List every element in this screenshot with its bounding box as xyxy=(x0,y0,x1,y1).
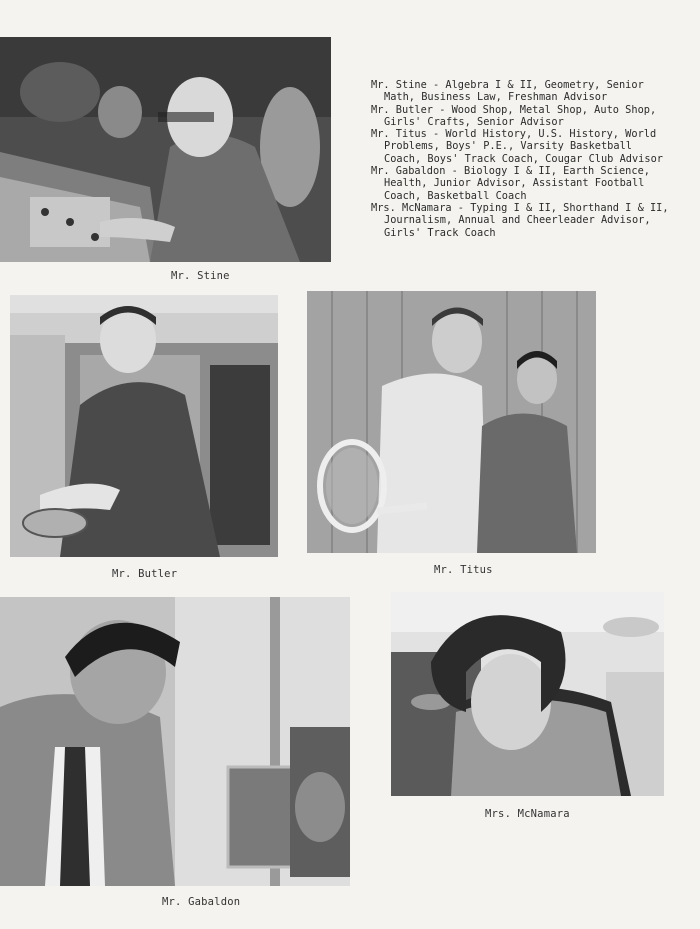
photo-mrs-mcnamara xyxy=(391,592,664,796)
entry-line: Mrs. McNamara - Typing I & II, Shorthand I & II, xyxy=(371,201,669,214)
entry-line: Mr. Titus - World History, U.S. History, World xyxy=(371,128,657,141)
photo-mr-gabaldon xyxy=(0,597,350,886)
entry-line: Girls' Track Coach xyxy=(384,226,496,239)
entry-line: Mr. Butler - Wood Shop, Metal Shop, Auto Shop, xyxy=(371,103,657,116)
photo-mr-stine xyxy=(0,37,331,262)
caption-mr-gabaldon: Mr. Gabaldon xyxy=(162,896,241,908)
faculty-list xyxy=(371,79,671,239)
entry-line: Problems, Boys' P.E., Varsity Basketball xyxy=(384,140,632,153)
caption-mr-butler: Mr. Butler xyxy=(112,568,178,580)
faculty-entry xyxy=(371,165,671,202)
caption-mr-titus: Mr. Titus xyxy=(434,564,493,576)
entry-line: Girls' Crafts, Senior Advisor xyxy=(384,115,564,128)
faculty-entry xyxy=(371,104,671,129)
caption-mrs-mcnamara: Mrs. McNamara xyxy=(485,808,570,820)
entry-line: Health, Junior Advisor, Assistant Football xyxy=(384,177,645,190)
photo-mr-butler xyxy=(10,295,278,557)
entry-line: Coach, Basketball Coach xyxy=(384,189,527,202)
faculty-entry xyxy=(371,128,671,165)
entry-line: Mr. Stine - Algebra I & II, Geometry, Senior xyxy=(371,79,644,91)
caption-mr-stine: Mr. Stine xyxy=(171,270,230,282)
faculty-entry xyxy=(371,202,671,239)
photo-mr-titus xyxy=(307,291,596,553)
entry-line: Math, Business Law, Freshman Advisor xyxy=(384,91,608,104)
entry-line: Mr. Gabaldon - Biology I & II, Earth Science, xyxy=(371,165,650,178)
entry-line: Coach, Boys' Track Coach, Cougar Club Advisor xyxy=(384,152,663,165)
entry-line: Journalism, Annual and Cheerleader Advisor, xyxy=(384,214,651,227)
faculty-entry xyxy=(371,79,671,104)
